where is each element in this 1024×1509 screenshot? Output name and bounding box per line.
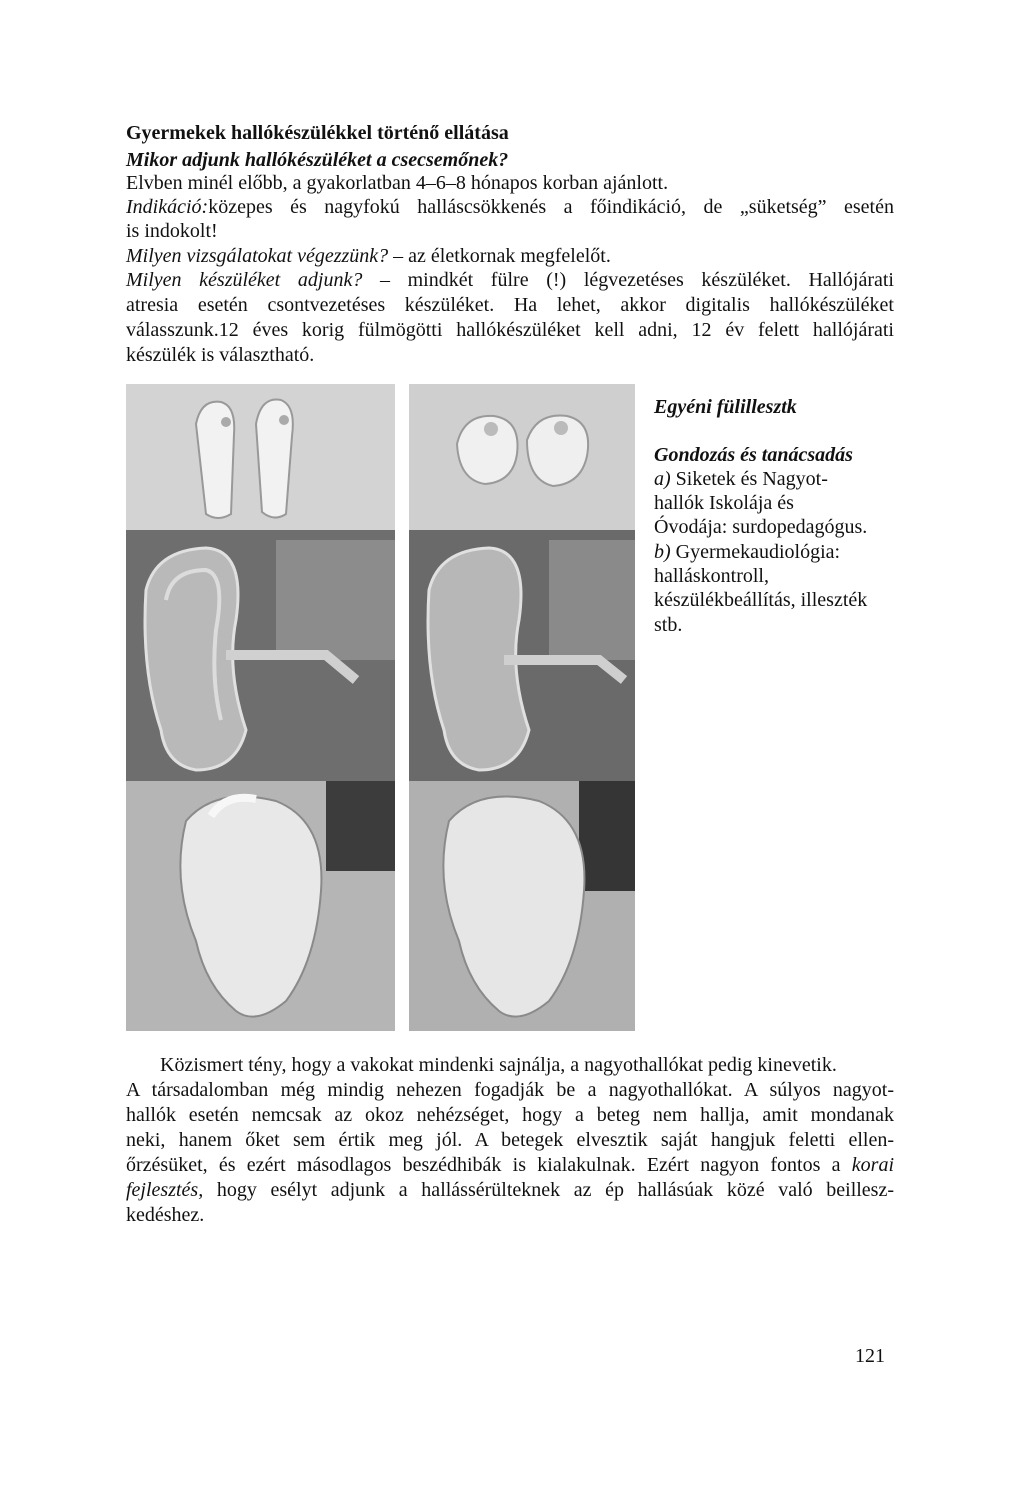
- ear-with-ite-image: [409, 781, 635, 1031]
- side-heading-care: Gondozás és tanácsadás: [654, 444, 853, 466]
- answer-device-l2: atresia esetén csontvezetéses készüléket. Ha lehet, akkor digitalis hallókészüléket: [126, 294, 894, 316]
- side-heading-fit: Egyéni fülillesztk: [654, 396, 797, 418]
- side-a-line2: hallók Iskolája és: [654, 492, 794, 514]
- question-tests: Milyen vizsgálatokat végezzünk?: [126, 245, 389, 267]
- page-number: 121: [855, 1345, 885, 1367]
- bte-ear-diagram: [126, 530, 395, 781]
- side-b-line1: [654, 540, 840, 564]
- question-when-text: Mikor adjunk hallókészüléket a csecsemőnek?: [126, 149, 509, 171]
- ear-with-bte-image: [126, 781, 395, 1031]
- answer-tests: – az életkornak megfelelőt.: [388, 245, 611, 267]
- ite-devices-photo: [409, 384, 635, 530]
- ear-with-bte-photo: [126, 781, 395, 1031]
- section-title: Gyermekek hallókészülékkel történő ellátása: [126, 122, 509, 144]
- question-tests-line: [126, 244, 894, 268]
- paragraph-line-2: A társadalomban még mindig nehezen fogadják be a nagyothallókat. A súlyos nagyot-: [126, 1079, 894, 1101]
- ear-with-ite-photo: [409, 781, 635, 1031]
- bte-devices-photo: [126, 384, 395, 530]
- bte-devices-image: [126, 384, 395, 530]
- paragraph-line-6: [126, 1178, 894, 1202]
- question-when: [126, 148, 894, 172]
- indication-text: közepes és nagyfokú halláscsökkenés a főindikáció, de „süketség” esetén: [208, 196, 894, 218]
- bte-ear-diagram-image: [126, 530, 395, 781]
- side-a-text1: Siketek és Nagyot-: [670, 468, 828, 490]
- paragraph-line-6-italic: fejlesztés,: [126, 1179, 204, 1201]
- side-b-line3: készülékbeállítás, illeszték: [654, 589, 868, 611]
- paragraph-line-3: hallók esetén nemcsak az okoz nehézséget, hogy a beteg nem hallja, amit mondanak: [126, 1104, 894, 1126]
- ite-devices-image: [409, 384, 635, 530]
- side-a-label: a): [654, 468, 671, 490]
- indication-cont: is indokolt!: [126, 220, 218, 242]
- ite-ear-diagram: [409, 530, 635, 781]
- answer-device: – mindkét fülre (!) légvezetéses készüléket. Hallójárati: [362, 269, 894, 291]
- paragraph-line-5: [126, 1153, 894, 1177]
- paragraph-line-5-italic: korai: [851, 1154, 895, 1176]
- side-b-label: b): [654, 541, 671, 563]
- side-a-line1: [654, 467, 828, 491]
- paragraph-line-6-text: hogy esélyt adjunk a hallássérülteknek az ép hallásúak közé való beillesz-: [203, 1179, 894, 1201]
- side-b-line4: stb.: [654, 614, 683, 636]
- paragraph-line-7: kedéshez.: [126, 1204, 205, 1226]
- indication-line: [126, 195, 894, 219]
- answer-device-l3: válasszunk.12 éves korig fülmögötti hallókészüléket kell adni, 12 év felett hallójárati: [126, 319, 894, 341]
- answer-device-l4: készülék is választható.: [126, 344, 315, 366]
- answer-when: Elvben minél előbb, a gyakorlatban 4–6–8 hónapos korban ajánlott.: [126, 172, 669, 194]
- paragraph-line-4: neki, hanem őket sem értik meg jól. A betegek elvesztik saját hangjuk feletti ellen-: [126, 1129, 894, 1151]
- indication-label: Indikáció:: [126, 196, 209, 218]
- paragraph-line-5-text: őrzésüket, és ezért másodlagos beszédhibák is kialakulnak. Ezért nagyon fontos a: [126, 1154, 841, 1176]
- side-b-text1: Gyermekaudiológia:: [670, 541, 841, 563]
- side-a-line3: Óvodája: surdopedagógus.: [654, 516, 868, 538]
- paragraph-line-1: Közismert tény, hogy a vakokat mindenki sajnálja, a nagyothallókat pedig kinevetik.: [160, 1054, 837, 1076]
- question-device: Milyen készüléket adjunk?: [126, 269, 363, 291]
- question-device-line: [126, 268, 894, 292]
- side-b-line2: halláskontroll,: [654, 565, 769, 587]
- ite-ear-diagram-image: [409, 530, 635, 781]
